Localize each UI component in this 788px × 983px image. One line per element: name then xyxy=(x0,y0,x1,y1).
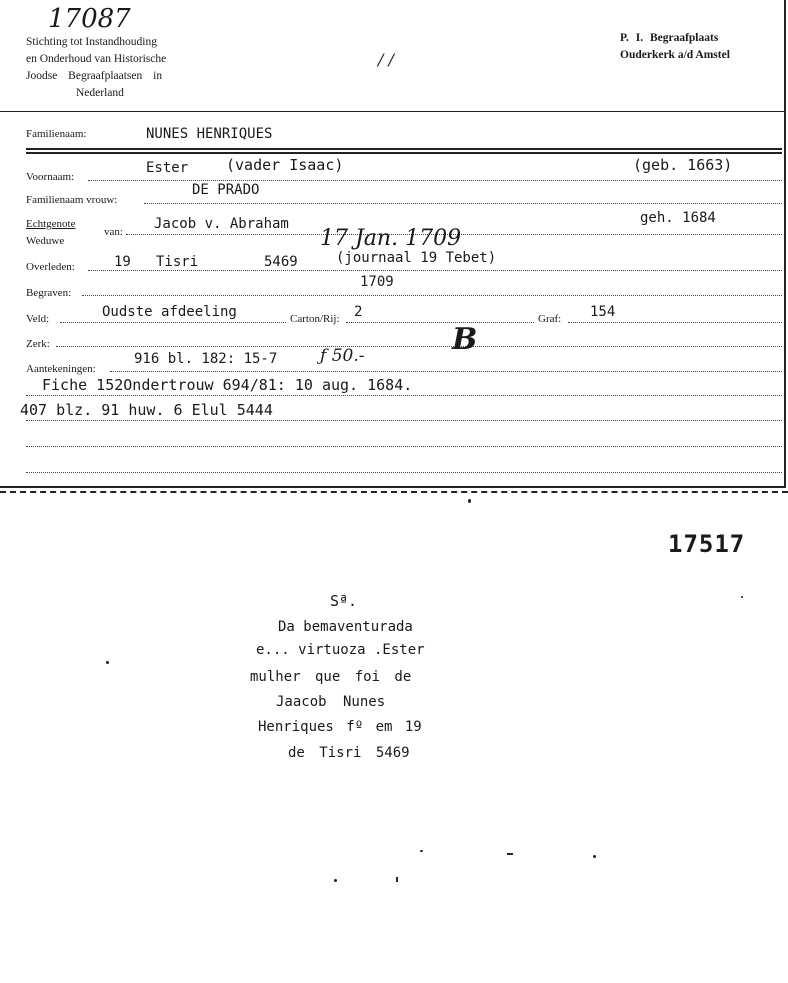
note-line-4 xyxy=(26,472,782,473)
voornaam-line xyxy=(88,180,782,181)
overleden-month: Tisri xyxy=(156,254,199,270)
transcription-line: Jaacob Nunes xyxy=(276,694,386,710)
note-line-1 xyxy=(26,395,782,396)
veld-value: Oudste afdeeling xyxy=(102,304,237,320)
voornaam-value: Ester xyxy=(146,160,189,176)
cemetery-block xyxy=(620,30,730,64)
graf-value: 154 xyxy=(590,304,616,320)
cemetery-line: Ouderkerk a/d Amstel xyxy=(620,49,730,61)
zerk-line xyxy=(56,346,782,347)
top-marks: / / xyxy=(378,50,394,69)
transcription-line: mulher que foi de xyxy=(250,669,412,685)
org-block xyxy=(26,34,166,102)
veld-line xyxy=(60,322,286,323)
speck xyxy=(106,661,109,664)
geh-value: geh. 1684 xyxy=(640,210,716,226)
veld-label: Veld: xyxy=(26,313,50,325)
familienaam-value: NUNES HENRIQUES xyxy=(146,126,273,142)
begraven-label: Begraven: xyxy=(26,287,72,299)
stamp-number: 17517 xyxy=(668,530,746,558)
van-label: van: xyxy=(104,226,123,238)
org-line: Stichting tot Instandhouding xyxy=(26,36,157,48)
transcription-line: Henriques fº em 19 xyxy=(258,719,422,735)
familienaam-vrouw-value: DE PRADO xyxy=(192,182,260,198)
journaal-value: (journaal 19 Tebet) xyxy=(336,250,497,266)
org-line: en Onderhoud van Historische xyxy=(26,53,167,65)
double-rule-top xyxy=(26,148,782,150)
echtgenote-value: Jacob v. Abraham xyxy=(154,216,289,232)
carton-line xyxy=(346,322,534,323)
speck xyxy=(468,499,471,503)
speck xyxy=(507,853,513,855)
carton-value: 2 xyxy=(354,304,363,320)
header-rule xyxy=(0,111,784,112)
graf-line xyxy=(568,322,782,323)
vader-value: (vader Isaac) xyxy=(226,156,344,174)
aantekening-value: 916 bl. 182: 15-7 xyxy=(134,351,278,367)
cemetery-line: P. I. Begraafplaats xyxy=(620,32,719,44)
org-line: Joodse Begraafplaatsen in xyxy=(26,70,163,82)
aantekening-mark: B xyxy=(452,322,478,357)
overleden-label: Overleden: xyxy=(26,261,75,273)
handwritten-date: 17 Jan. 1709 xyxy=(320,226,462,251)
handwritten-number: 17087 xyxy=(48,4,131,34)
fiche-line: Fiche 152Ondertrouw 694/81: 10 aug. 1684. xyxy=(42,376,413,394)
overleden-line xyxy=(88,270,782,271)
familienaam-vrouw-line xyxy=(144,203,782,204)
transcription-line: e... virtuoza .Ester xyxy=(256,642,425,658)
begraven-value: 1709 xyxy=(360,274,394,290)
double-rule-bottom xyxy=(26,152,782,154)
aantekeningen-label: Aantekeningen: xyxy=(26,363,96,375)
zerk-label: Zerk: xyxy=(26,338,50,350)
speck xyxy=(334,879,337,882)
weduwe-label: Weduwe xyxy=(26,235,65,247)
aantekening-amount: ƒ 50.- xyxy=(320,346,365,366)
index-card xyxy=(0,0,786,488)
transcription-line: Sª. xyxy=(330,592,358,610)
transcription-line: de Tisri 5469 xyxy=(288,745,410,761)
page-separator xyxy=(0,491,788,493)
note-line-2-rule xyxy=(26,420,782,421)
overleden-year: 5469 xyxy=(264,254,298,270)
note-line-3 xyxy=(26,446,782,447)
org-line: Nederland xyxy=(76,87,124,99)
speck xyxy=(741,596,743,598)
aantekeningen-line xyxy=(110,371,782,372)
graf-label: Graf: xyxy=(538,313,562,325)
begraven-line xyxy=(82,295,782,296)
speck xyxy=(396,877,398,882)
overleden-day: 19 xyxy=(114,254,131,270)
familienaam-vrouw-label: Familienaam vrouw: xyxy=(26,194,118,206)
familienaam-label: Familienaam: xyxy=(26,128,87,140)
note-line-2: 407 blz. 91 huw. 6 Elul 5444 xyxy=(20,401,273,419)
transcription-line: Da bemaventurada xyxy=(278,619,413,635)
echtgenote-label: Echtgenote xyxy=(26,218,76,230)
voornaam-label: Voornaam: xyxy=(26,171,75,183)
geb-value: (geb. 1663) xyxy=(633,156,733,174)
speck xyxy=(420,850,423,852)
carton-label: Carton/Rij: xyxy=(290,313,340,325)
speck xyxy=(593,855,596,858)
